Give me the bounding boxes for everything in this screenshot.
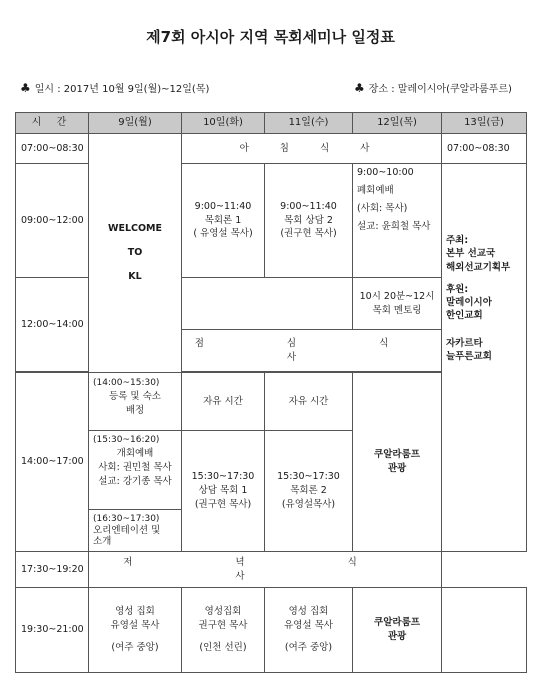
schedule-table bbox=[15, 112, 527, 673]
time-cell: 17:30~19:20 bbox=[16, 552, 89, 588]
header-mon: 9일(월) bbox=[89, 113, 182, 134]
mon-orient-cell bbox=[89, 510, 182, 552]
time-cell: 14:00~17:00 bbox=[16, 373, 89, 552]
session-title: 폐회예배 bbox=[357, 185, 394, 197]
session-title: 목회 상담 2 bbox=[284, 214, 333, 226]
thu-mentor-cell bbox=[353, 278, 442, 330]
session-title: 영성 집회 bbox=[115, 606, 155, 618]
club-icon: ♣ bbox=[354, 81, 365, 95]
session-title: 영성집회 bbox=[204, 606, 242, 618]
tour-title: 쿠알라룸프 bbox=[374, 449, 420, 461]
session-time: 9:00~11:40 bbox=[194, 200, 252, 212]
session-speaker: ( 유영설 목사) bbox=[193, 228, 253, 240]
session-title: 목회론 2 bbox=[290, 485, 327, 497]
session-time: 15:30~17:30 bbox=[277, 471, 340, 483]
welcome-text: KL bbox=[128, 270, 142, 282]
session-time: 10시 20분~12시 bbox=[359, 290, 435, 302]
session-time: (15:30~16:20) bbox=[93, 435, 160, 445]
wed-pm-cell bbox=[265, 431, 353, 552]
tue-am-cell bbox=[182, 164, 265, 278]
session-time: 9:00~11:40 bbox=[280, 200, 337, 212]
session-church: (여주 중앙) bbox=[284, 641, 333, 653]
mon-open-cell bbox=[89, 431, 182, 510]
date-text: 일시 : 2017년 10월 9일(월)~12일(목) bbox=[34, 84, 210, 95]
mon-eve-cell bbox=[89, 588, 182, 673]
tour-title: 관광 bbox=[387, 463, 407, 474]
session-title: 영성 집회 bbox=[288, 606, 329, 618]
session-speaker: (권구현 목사) bbox=[194, 498, 252, 510]
place-info bbox=[354, 80, 512, 95]
tour-title: 관광 bbox=[387, 631, 407, 642]
table-row bbox=[16, 134, 527, 164]
thu-close-cell bbox=[353, 164, 442, 278]
time-cell: 19:30~21:00 bbox=[16, 588, 89, 673]
host-label: 주최: bbox=[446, 235, 469, 246]
header-time: 시 간 bbox=[16, 113, 89, 134]
date-info bbox=[20, 80, 209, 95]
fri-eve-cell bbox=[442, 588, 527, 673]
church-text: 자카르타 bbox=[446, 337, 483, 349]
header-fri: 13일(금) bbox=[442, 113, 527, 134]
session-title: 오리엔테이션 및 소개 bbox=[93, 524, 161, 547]
dinner-cell: 저 녁 식 사 bbox=[89, 552, 442, 588]
session-church: (인천 선린) bbox=[199, 641, 247, 653]
time-cell: 12:00~14:00 bbox=[16, 278, 89, 372]
session-speaker: 설교: 강기종 목사 bbox=[98, 475, 172, 487]
header-row bbox=[16, 113, 527, 134]
session-title: 개회예배 bbox=[116, 448, 154, 460]
session-speaker: 유영설 목사 bbox=[284, 620, 333, 632]
welcome-cell bbox=[89, 134, 182, 373]
thu-tour2-cell bbox=[353, 588, 442, 673]
wed-eve-cell bbox=[265, 588, 353, 673]
session-time: (14:00~15:30) bbox=[93, 378, 160, 388]
table-row bbox=[16, 588, 527, 673]
breakfast-cell: 아 침 식 사 bbox=[182, 134, 442, 164]
time-cell: 07:00~08:30 bbox=[16, 134, 89, 164]
sponsor-label: 후원: bbox=[446, 283, 469, 295]
tue-wed-spacer bbox=[182, 278, 353, 330]
session-title: 목회 멘토링 bbox=[372, 304, 422, 316]
header-thu: 12일(목) bbox=[353, 113, 442, 134]
fri-info-cell bbox=[442, 164, 527, 552]
welcome-text: TO bbox=[127, 247, 143, 259]
mon-reg-cell bbox=[89, 373, 182, 431]
tue-eve-cell bbox=[182, 588, 265, 673]
club-icon: ♣ bbox=[20, 81, 31, 95]
session-speaker: 설교: 윤희철 목사 bbox=[357, 221, 431, 233]
header-wed: 11일(수) bbox=[265, 113, 353, 134]
page-title: 제7회 아시아 지역 목회세미나 일정표 bbox=[146, 28, 395, 46]
session-speaker: 권구현 목사 bbox=[198, 620, 248, 632]
time-cell: 09:00~12:00 bbox=[16, 164, 89, 278]
sponsor-text: 한인교회 bbox=[446, 310, 483, 322]
host-text: 본부 선교국 bbox=[446, 248, 496, 260]
session-time: 9:00~10:00 bbox=[357, 167, 414, 178]
tue-free-cell: 자유 시간 bbox=[182, 373, 265, 431]
session-title: 상담 목회 1 bbox=[198, 485, 248, 497]
wed-am-cell bbox=[265, 164, 353, 278]
session-church: (여주 중앙) bbox=[111, 641, 159, 653]
session-time: (16:30~17:30) bbox=[93, 513, 160, 524]
header-tue: 10일(화) bbox=[182, 113, 265, 134]
tue-pm-cell bbox=[182, 431, 265, 552]
sponsor-text: 말레이시아 bbox=[446, 297, 492, 309]
session-title: 등록 및 숙소 bbox=[109, 391, 161, 403]
session-speaker: 유영설 목사 bbox=[110, 620, 160, 632]
fri-morning-cell: 07:00~08:30 bbox=[442, 134, 527, 164]
session-speaker: (권구현 목사) bbox=[280, 228, 337, 240]
session-time: 15:30~17:30 bbox=[191, 471, 255, 483]
welcome-text: WELCOME bbox=[107, 223, 162, 235]
session-speaker: (유영설목사) bbox=[281, 498, 336, 510]
tour-title: 쿠알라룸프 bbox=[374, 617, 420, 629]
table-row bbox=[16, 552, 527, 588]
church-text: 늘푸른교회 bbox=[446, 351, 492, 363]
place-text: 장소 : 말레이시아(쿠알라룸푸르) bbox=[368, 84, 512, 95]
thu-tour-cell bbox=[353, 373, 442, 552]
host-text: 해외선교기획부 bbox=[446, 261, 511, 273]
session-title: 목회론 1 bbox=[204, 214, 242, 226]
session-host: 사회: 권민철 목사 bbox=[98, 461, 172, 473]
session-host: (사회: 목사) bbox=[357, 203, 408, 215]
lunch-cell: 점 심 식 사 bbox=[182, 330, 442, 372]
wed-free-cell: 자유 시간 bbox=[265, 373, 353, 431]
session-title: 배정 bbox=[125, 404, 145, 416]
